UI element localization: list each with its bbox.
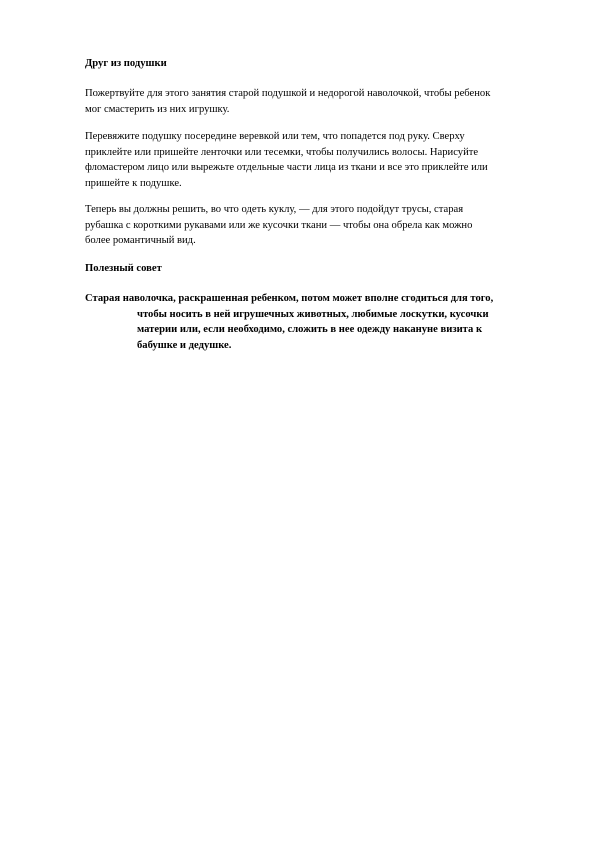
paragraph-line: Теперь вы должны решить, во что одеть куклу, — для этого подойдут трусы, старая — [85, 204, 464, 215]
paragraph-line: Пожертвуйте для этого занятия старой подушкой и недорогой наволочкой, чтобы ребенок — [85, 88, 491, 99]
tip-line: бабушке и дедушке. — [137, 339, 232, 351]
tip-line: чтобы носить в ней игрушечных животных, любимые лоскутки, кусочки — [137, 308, 489, 320]
paragraph-dressing — [85, 202, 555, 249]
tip-line: материи или, если необходимо, сложить в нее одежду накануне визита к — [137, 324, 483, 335]
title-text: Друг из подушки — [85, 58, 167, 69]
tip-line: Старая наволочка, раскрашенная ребенком, потом может вполне сгодиться для того, — [85, 293, 494, 304]
document-title — [85, 56, 555, 72]
paragraph-line: Перевяжите подушку посередине веревкой или тем, что попадется под руку. Сверху — [85, 131, 465, 142]
paragraph-instructions — [85, 129, 555, 191]
paragraph-line: более романтичный вид. — [85, 235, 196, 246]
paragraph-line: пришейте к подушке. — [85, 177, 182, 189]
paragraph-line: приклейте или пришейте ленточки или тесемки, чтобы получились волосы. Нарисуйте — [85, 146, 479, 158]
paragraph-line: мог смастерить из них игрушку. — [85, 103, 230, 115]
paragraph-intro — [85, 86, 555, 117]
paragraph-line: фломастером лицо или вырежьте отдельные части лица из ткани и все это приклейте или — [85, 162, 488, 173]
tip-paragraph — [85, 291, 555, 353]
paragraph-line: рубашка с короткими рукавами или же кусочки ткани — чтобы она обрела как можно — [85, 219, 473, 231]
tip-heading — [85, 261, 555, 277]
tip-heading-text: Полезный совет — [85, 263, 162, 274]
